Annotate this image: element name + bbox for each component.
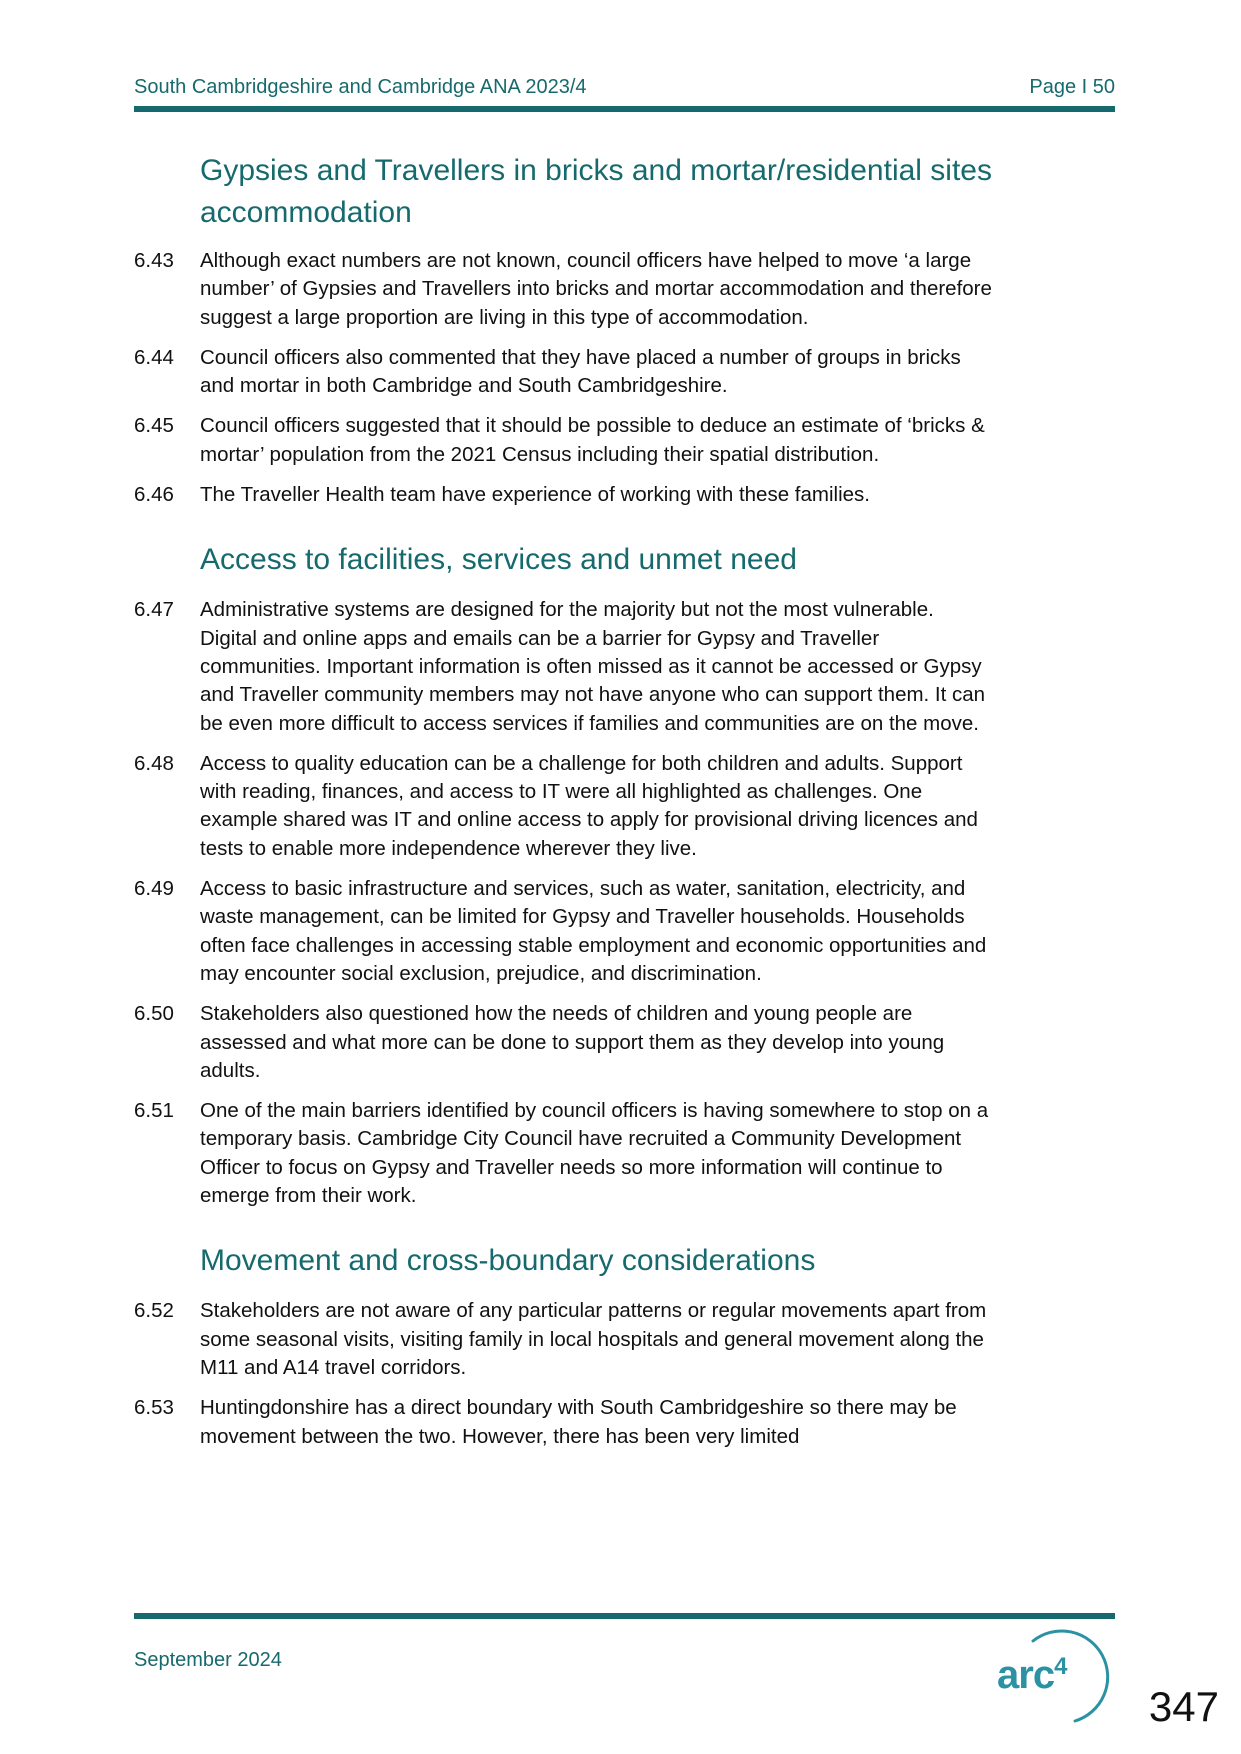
arc4-logo-superscript: 4 (1054, 1653, 1068, 1680)
arc4-logo (997, 1627, 1107, 1722)
paragraph-number: 6.45 (134, 414, 174, 438)
numbered-paragraph (134, 1000, 1014, 1085)
paragraph-text: Council officers suggested that it should be possible to deduce an estimate of ‘bricks & mortar’ population from the 2021 Census including their spatial distribution. (200, 414, 985, 466)
section-heading: Access to facilities, services and unmet need (200, 543, 797, 577)
paragraph-number: 6.43 (134, 249, 174, 272)
header-page-label: Page I 50 (1029, 76, 1115, 98)
paragraph-number: 6.50 (134, 1002, 174, 1026)
paragraph-text: The Traveller Health team have experience of working with these families. (200, 483, 870, 507)
numbered-paragraph (134, 596, 1014, 737)
paragraph-text: Huntingdonshire has a direct boundary with South Cambridgeshire so there may be movement between the two. However, there has been very limited (200, 1396, 957, 1448)
paragraph-text: Although exact numbers are not known, council officers have helped to move ‘a large number’ of Gypsies and Travellers into bricks and mortar accommodation and therefore suggest a large proportion are living in this type of accommodation. (200, 249, 992, 329)
paragraph-number: 6.47 (134, 598, 174, 622)
paragraph-number: 6.46 (134, 483, 174, 507)
paragraph-text: Access to quality education can be a challenge for both children and adults. Support with reading, finances, and access to IT were all highlighted as challenges. One example shared was IT and online access to apply for provisional driving licences and tests to enable more independence wherever they live. (200, 751, 978, 860)
paragraph-number: 6.48 (134, 751, 174, 775)
arc4-logo-text: arc$^4$ (997, 1653, 1068, 1697)
numbered-paragraph (134, 750, 1014, 863)
numbered-paragraph (134, 1394, 1014, 1451)
paragraph-text: Council officers also commented that they have placed a number of groups in bricks and mortar in both Cambridge and South Cambridgeshire. (200, 345, 961, 398)
paragraph-text: Stakeholders are not aware of any particular patterns or regular movements apart from some seasonal visits, visiting family in local hospitals and general movement along the M11 and A14 travel corridors. (200, 1299, 987, 1379)
section-heading: Gypsies and Travellers in bricks and mortar/residential sites accommodation (200, 154, 992, 229)
paragraph-number: 6.53 (134, 1396, 174, 1420)
section-heading: Movement and cross-boundary considerations (200, 1244, 816, 1278)
page-header (134, 76, 1115, 112)
paragraph-text: Stakeholders also questioned how the needs of children and young people are assessed and what more can be done to support them as they develop into young adults. (200, 1002, 945, 1082)
paragraph-number: 6.49 (134, 877, 174, 901)
numbered-paragraph (134, 412, 1014, 469)
page-footer (134, 1613, 1115, 1697)
numbered-paragraph (134, 875, 1014, 988)
numbered-paragraph (134, 1097, 1014, 1210)
document-body (134, 150, 1014, 1463)
paragraph-text: Access to basic infrastructure and services, such as water, sanitation, electricity, and waste management, can be limited for Gypsy and Traveller households. Households often face challenges in accessing stable employment and economic opportunities and may encounter social exclusion, prejudice, and discrimination. (200, 877, 987, 985)
paragraph-number: 6.44 (134, 345, 174, 369)
paragraph-text: One of the main barriers identified by council officers is having somewhere to stop on a temporary basis. Cambridge City Council have recruited a Community Development Officer to focus on Gypsy and Traveller needs so more information will continue to emerge from their work. (200, 1099, 989, 1208)
paragraph-text: Administrative systems are designed for the majority but not the most vulnerable. Digital and online apps and emails can be a barrier for Gypsy and Traveller communities. Important information is often missed as it cannot be accessed or Gypsy and Traveller community members may not have anyone who can support them. It can be even more difficult to access services if families and communities are on the move. (200, 598, 986, 735)
paragraph-number: 6.52 (134, 1299, 174, 1323)
numbered-paragraph (134, 344, 1014, 401)
footer-date: September 2024 (134, 1649, 282, 1671)
numbered-paragraph (134, 247, 1014, 332)
footer-page-number: 347 (1148, 1683, 1219, 1730)
paragraph-number: 6.51 (134, 1099, 174, 1123)
numbered-paragraph (134, 481, 1014, 509)
numbered-paragraph (134, 1297, 1014, 1382)
header-document-title: South Cambridgeshire and Cambridge ANA 2023/4 (134, 76, 587, 98)
